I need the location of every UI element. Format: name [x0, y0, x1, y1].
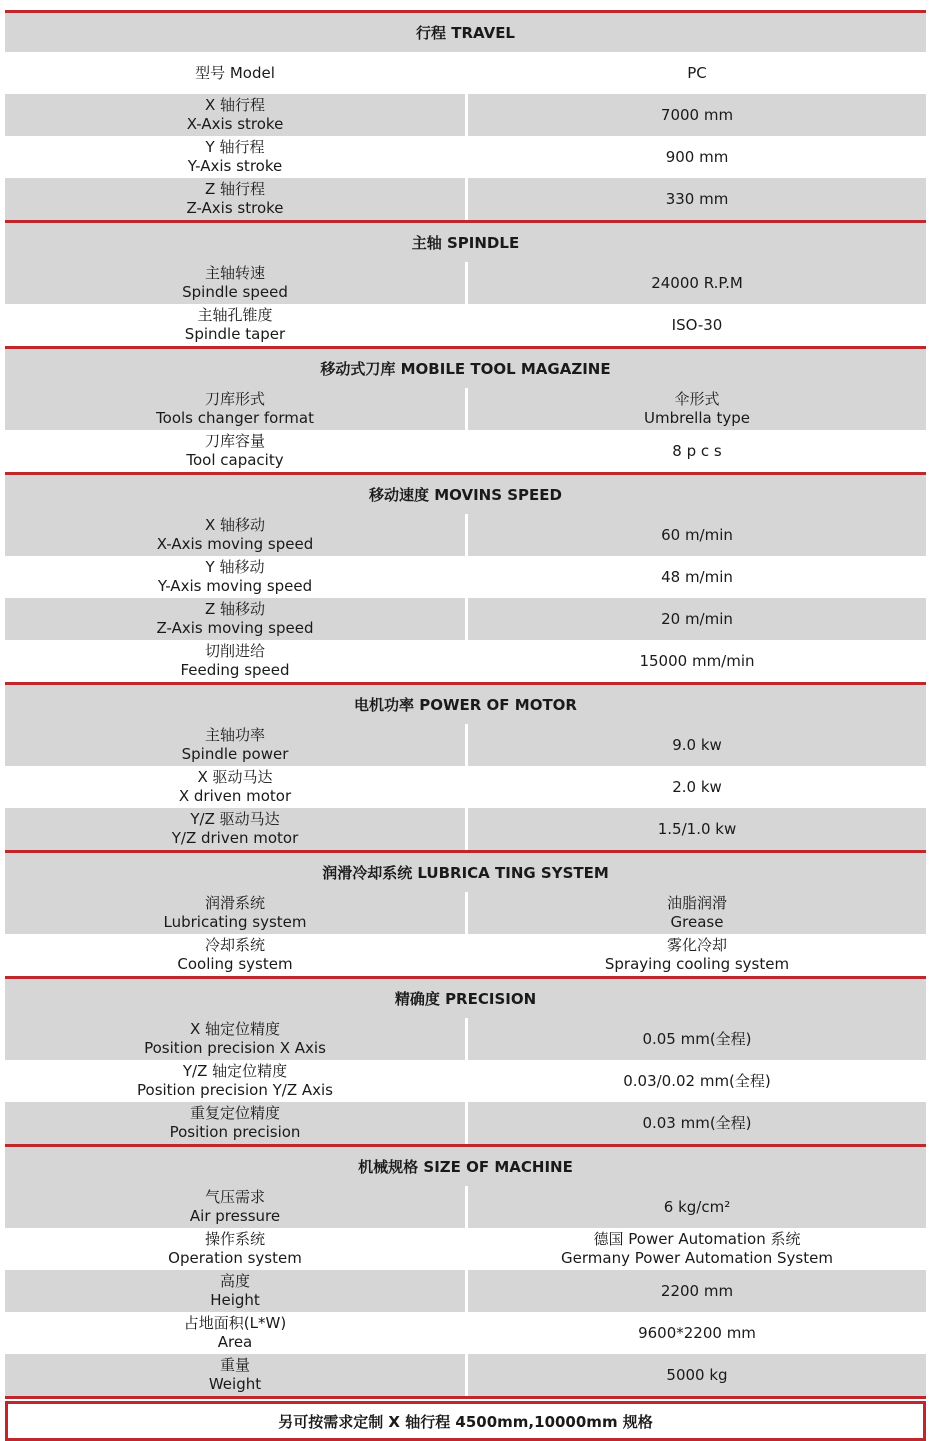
spec-value [468, 1228, 926, 1270]
value-primary: 9600*2200 mm [638, 1323, 756, 1342]
value-primary: 60 m/min [661, 525, 733, 544]
spec-row [5, 640, 926, 682]
value-primary: 德国 Power Automation 系统 [593, 1230, 801, 1248]
label-cn: 操作系统 [204, 1230, 265, 1248]
spec-value [468, 94, 926, 136]
spec-label [5, 1186, 468, 1228]
spec-value [468, 640, 926, 682]
value-secondary: Grease [670, 913, 724, 931]
spec-value [468, 388, 926, 430]
label-cn: 重量 [219, 1356, 250, 1374]
value-primary: 油脂润滑 [666, 894, 727, 912]
spec-section [5, 346, 926, 472]
section-header: 机械规格 SIZE OF MACHINE [5, 1144, 926, 1186]
label-cn: X 驱动马达 [197, 768, 273, 786]
spec-section [5, 1144, 926, 1396]
spec-value [468, 934, 926, 976]
label-cn: 冷却系统 [204, 936, 265, 954]
label-en: Spindle power [181, 745, 289, 763]
value-primary: 雾化冷却 [666, 936, 727, 954]
spec-row [5, 514, 926, 556]
section-header: 移动速度 MOVINS SPEED [5, 472, 926, 514]
value-primary: 48 m/min [661, 567, 733, 586]
spec-label [5, 52, 468, 94]
value-primary: 2.0 kw [672, 777, 722, 796]
label-cn: X 轴行程 [204, 96, 266, 114]
spec-label [5, 766, 468, 808]
spec-value [468, 1312, 926, 1354]
spec-row [5, 136, 926, 178]
spec-row [5, 1186, 926, 1228]
label-en: X-Axis stroke [186, 115, 284, 133]
value-primary: 330 mm [665, 189, 729, 208]
label-cn: 重复定位精度 [189, 1104, 280, 1122]
label-cn: Z 轴行程 [204, 180, 266, 198]
spec-row [5, 808, 926, 850]
label-en: Area [217, 1333, 253, 1351]
label-cn: 切削进给 [204, 642, 265, 660]
section-header: 主轴 SPINDLE [5, 220, 926, 262]
value-primary: 24000 R.P.M [651, 273, 743, 292]
label-cn: 主轴功率 [204, 726, 265, 744]
spec-label [5, 640, 468, 682]
value-secondary: Spraying cooling system [604, 955, 790, 973]
spec-label [5, 1018, 468, 1060]
spec-label [5, 1102, 468, 1144]
spec-label [5, 598, 468, 640]
spec-value [468, 1018, 926, 1060]
label-cn: 占地面积(L*W) [183, 1314, 287, 1332]
value-primary: 0.05 mm(全程) [642, 1029, 752, 1048]
spec-row [5, 304, 926, 346]
label-en: Y-Axis stroke [187, 157, 283, 175]
spec-value [468, 1270, 926, 1312]
spec-label [5, 1228, 468, 1270]
label-cn: 气压需求 [204, 1188, 265, 1206]
section-header: 精确度 PRECISION [5, 976, 926, 1018]
label-en: Y/Z driven motor [171, 829, 299, 847]
label-cn: Y 轴行程 [205, 138, 265, 156]
spec-label [5, 1354, 468, 1396]
value-primary: 15000 mm/min [639, 651, 755, 670]
label-en: Lubricating system [163, 913, 307, 931]
label-en: Weight [208, 1375, 262, 1393]
spec-label [5, 1270, 468, 1312]
label-en: Z-Axis stroke [186, 199, 284, 217]
spec-value [468, 766, 926, 808]
label-en: Position precision X Axis [144, 1039, 326, 1057]
label-en: Tools changer format [156, 409, 314, 427]
spec-label [5, 304, 468, 346]
spec-row [5, 178, 926, 220]
label-en: Spindle speed [182, 283, 288, 301]
spec-row [5, 1060, 926, 1102]
spec-label [5, 262, 468, 304]
spec-value [468, 1102, 926, 1144]
label-en: Spindle taper [184, 325, 286, 343]
label-cn: 刀库容量 [204, 432, 265, 450]
value-primary: 1.5/1.0 kw [657, 819, 737, 838]
label-en: Height [210, 1291, 260, 1309]
spec-label [5, 94, 468, 136]
spec-row [5, 1354, 926, 1396]
divider [5, 1396, 926, 1399]
footer-note: 另可按需求定制 X 轴行程 4500mm,10000mm 规格 [5, 1401, 926, 1441]
spec-row [5, 1102, 926, 1144]
label-en: Feeding speed [180, 661, 290, 679]
spec-section [5, 10, 926, 220]
spec-row [5, 766, 926, 808]
spec-value [468, 556, 926, 598]
spec-section [5, 220, 926, 346]
label-en: Cooling system [177, 955, 293, 973]
spec-label [5, 934, 468, 976]
spec-value [468, 598, 926, 640]
spec-row [5, 724, 926, 766]
value-primary: 20 m/min [661, 609, 733, 628]
value-primary: 6 kg/cm² [663, 1197, 731, 1216]
spec-sheet [5, 10, 926, 1441]
label-en: Z-Axis moving speed [156, 619, 314, 637]
value-primary: 7000 mm [660, 105, 734, 124]
label-en: Y-Axis moving speed [157, 577, 313, 595]
spec-value [468, 52, 926, 94]
spec-label [5, 430, 468, 472]
spec-value [468, 724, 926, 766]
label-cn: Y 轴移动 [205, 558, 265, 576]
spec-label [5, 556, 468, 598]
value-primary: 2200 mm [660, 1281, 734, 1300]
spec-value [468, 304, 926, 346]
label-cn: 主轴孔锥度 [197, 306, 273, 324]
label-cn: X 轴定位精度 [189, 1020, 281, 1038]
spec-label [5, 892, 468, 934]
label-en: Operation system [168, 1249, 302, 1267]
value-primary: 9.0 kw [672, 735, 722, 754]
spec-value [468, 1354, 926, 1396]
spec-row [5, 262, 926, 304]
spec-row [5, 556, 926, 598]
spec-value [468, 892, 926, 934]
value-secondary: Germany Power Automation System [561, 1249, 833, 1267]
spec-value [468, 1186, 926, 1228]
spec-value [468, 136, 926, 178]
label-cn: 刀库形式 [204, 390, 265, 408]
label-cn: X 轴移动 [204, 516, 266, 534]
value-primary: 5000 kg [666, 1365, 728, 1384]
spec-label [5, 1312, 468, 1354]
spec-value [468, 808, 926, 850]
spec-section [5, 472, 926, 682]
spec-label [5, 724, 468, 766]
label-cn: 润滑系统 [204, 894, 265, 912]
spec-row [5, 892, 926, 934]
spec-row [5, 1312, 926, 1354]
spec-row [5, 1270, 926, 1312]
value-primary: 0.03/0.02 mm(全程) [623, 1071, 771, 1090]
label-en: X driven motor [178, 787, 292, 805]
spec-label [5, 808, 468, 850]
section-header: 润滑冷却系统 LUBRICA TING SYSTEM [5, 850, 926, 892]
label-cn: Y/Z 驱动马达 [190, 810, 280, 828]
spec-row [5, 934, 926, 976]
label-cn: 型号 Model [195, 63, 275, 82]
value-primary: 8 p c s [672, 441, 722, 460]
label-cn: 高度 [219, 1272, 250, 1290]
label-en: X-Axis moving speed [156, 535, 314, 553]
label-cn: Y/Z 轴定位精度 [182, 1062, 288, 1080]
section-header: 电机功率 POWER OF MOTOR [5, 682, 926, 724]
spec-row [5, 388, 926, 430]
section-header: 行程 TRAVEL [5, 10, 926, 52]
spec-section [5, 850, 926, 976]
spec-row [5, 598, 926, 640]
spec-label [5, 1060, 468, 1102]
spec-section [5, 976, 926, 1144]
label-en: Air pressure [189, 1207, 281, 1225]
value-primary: PC [687, 63, 707, 82]
spec-value [468, 514, 926, 556]
value-secondary: Umbrella type [644, 409, 750, 427]
spec-value [468, 1060, 926, 1102]
spec-section [5, 682, 926, 850]
spec-value [468, 430, 926, 472]
spec-row [5, 1018, 926, 1060]
spec-label [5, 136, 468, 178]
label-en: Position precision Y/Z Axis [137, 1081, 333, 1099]
spec-label [5, 514, 468, 556]
value-primary: 伞形式 [674, 390, 720, 408]
value-primary: 0.03 mm(全程) [642, 1113, 752, 1132]
spec-value [468, 178, 926, 220]
label-cn: 主轴转速 [204, 264, 265, 282]
section-header: 移动式刀库 MOBILE TOOL MAGAZINE [5, 346, 926, 388]
label-en: Tool capacity [186, 451, 284, 469]
spec-label [5, 388, 468, 430]
spec-row [5, 52, 926, 94]
spec-value [468, 262, 926, 304]
label-en: Position precision [169, 1123, 301, 1141]
label-cn: Z 轴移动 [204, 600, 266, 618]
spec-row [5, 94, 926, 136]
spec-label [5, 178, 468, 220]
value-primary: ISO-30 [671, 315, 723, 334]
value-primary: 900 mm [665, 147, 729, 166]
spec-row [5, 1228, 926, 1270]
spec-row [5, 430, 926, 472]
